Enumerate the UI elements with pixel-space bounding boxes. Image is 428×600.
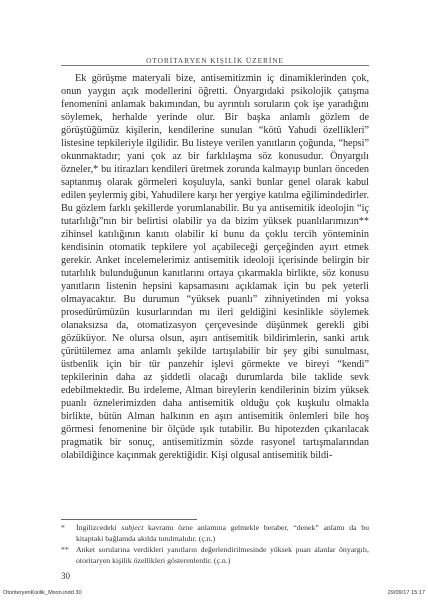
footnote-1-text-before: İngilizcedeki xyxy=(76,523,122,532)
footnote-1-mark: * xyxy=(61,523,65,532)
body-paragraph: Ek görüşme materyali bize, antisemitizmin iç dinamiklerinden çok, onun yaygın açık modellerini öğretti. Önyargıdaki psikolojik çatışma fenomenini anlamak bakımından, bu ayrıntılı soruların çok işe yaradığını söylemek, herhalde yerinde olur. Bir başka anlamlı gözlem de görüştüğümüz kişilerin, kendilerine sunulan “kötü Yahudi özellikleri” listesine tepkileriyle ilgilidir. Bu listeye verilen yanıtların çoğunda, “hepsi” okunmaktadır; yani çok az bir farklılaşma söz konusudur. Önyargılı özneler,* bu itirazları kendileri üretmek zorunda kalmayıp bunları önceden saptanmış olarak görmeleri koşuluyla, sanki bunlar genel olarak kabul edilen şeylermiş gibi, Yahudilere karşı her yergiye katılma eğilimindedirler. Bu gözlem farklı şekillerde yorumlanabilir. Bu ya antisemitik ideolojin “iç tutarlılığı”nın bir belirtisi olabilir ya da bizim yüksek puanlılarımızın** zihinsel katılığının kanıtı olabilir ki bunu da çoklu tercih yönteminin kendisinin otomatik tepkilere yol açabileceği gerçeğinden ayırt etmek gerekir. Anket incelemelerimiz antisemitik ideoloji içerisinde belirgin bir tutarlılık bulunduğunun kanıtlarını ortaya çıkarmakla birlikte, söz konusu yanıtların listenin hepsini kapsamasını açıklamak için bu pek yeterli olmayacaktır. Bu durumun “yüksek puanlı” zihniyetinden mi yoksa prosedürümüzün kusurlarından mı ileri geldiğini kesinlikle söylemek olanaksızsa da, otomatizasyon çerçevesinde düşünmek gerekli gibi gözüküyor. Ne olursa olsun, aşırı antisemitik bildirimlerin, sanki artık çürütülemez ama anlamlı şekilde tartışılabilir bir şey gibi sunulması, üstbenlik için bir tür panzehir işlevi görmekte ve bireyi “kendi” tepkilerinin daha az şiddetli olacağı durumlarda bile taklide sevk edebilmektedir. Bu irdeleme, Alman bireylerin kendilerinin bizim yüksek puanlı öznelerimizden daha antisemitik olduğu çok kuşkulu olmakla birlikte, bütün Alman halkının en aşırı antisemitik önlemleri bile hoş görmesi fenomenine bir ölçüde ışık tutabilir. Bu hipotezden çıkarılacak pragmatik bir sonuç, antisemitizmin sözde rasyonel tartışmalarından olabildiğince kaçınmak gerektiğidir. Kişi olgusal antisemitik bildi- xyxy=(61,73,369,462)
footnote-1-text-after: kavramı özne anlamına gelmekle beraber, “denek” anlamı da bu kitaptaki bağlamda akılda tutulmalıdır. (ç.n.) xyxy=(76,523,369,543)
page-number: 30 xyxy=(61,571,70,581)
header-rule xyxy=(61,65,369,66)
footnote-rule xyxy=(61,519,197,520)
footnote-2-text: Anket sorularına verdikleri yanıtların değerlendirilmesinde yüksek puan alanlar önyargılı, otoritaryen kişilik özellikleri gösterenlerdir. (ç.n.) xyxy=(76,545,369,565)
footnote-1-italic-term: subject xyxy=(121,523,144,532)
footnote-1 xyxy=(61,523,369,544)
footnote-2-mark: ** xyxy=(61,545,69,555)
print-slug-filename: OtoriteryenKisilik_Mson.indd 30 xyxy=(3,590,82,596)
footnote-2 xyxy=(61,545,369,566)
footnotes xyxy=(61,523,369,567)
running-header: OTORİTARYEN KİŞİLİK ÜZERİNE xyxy=(146,56,284,65)
print-slug-timestamp: 29/09/17 15:17 xyxy=(387,590,425,596)
body-text xyxy=(61,72,369,462)
